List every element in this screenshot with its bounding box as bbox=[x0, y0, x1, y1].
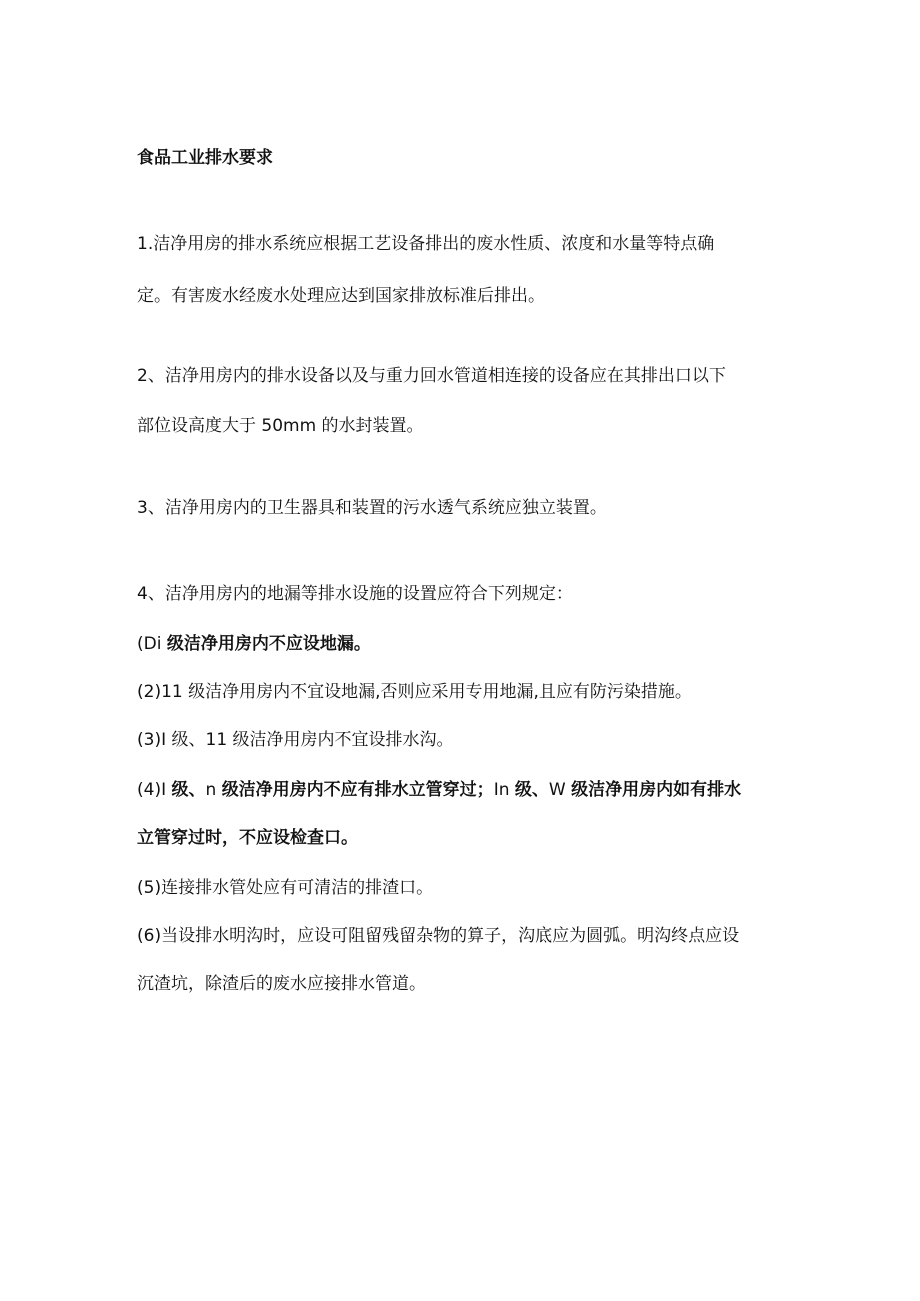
rule-item-4-seg-2: 级、 bbox=[171, 780, 206, 800]
rule-item-4-seg-3: n bbox=[205, 780, 222, 800]
rule-item-1 bbox=[137, 632, 797, 656]
paragraph-3-line-1: 3、洁净用房内的卫生器具和装置的污水透气系统应独立装置。 bbox=[137, 498, 607, 518]
document-title: 食品工业排水要求 bbox=[137, 148, 273, 168]
rule-item-2: (2)11 级洁净用房内不宜设地漏,否则应采用专用地漏,且应有防污染措施。 bbox=[137, 682, 692, 702]
rule-item-1-prefix: (Di bbox=[137, 634, 167, 654]
rule-item-3: (3)I 级、11 级洁净用房内不宜设排水沟。 bbox=[137, 730, 454, 750]
rule-item-6-line-1: (6)当设排水明沟时，应设可阻留残留杂物的算子，沟底应为圆弧。明沟终点应设 bbox=[137, 926, 740, 946]
paragraph-2-line-1: 2、洁净用房内的排水设备以及与重力回水管道相连接的设备应在其排出口以下 bbox=[137, 366, 726, 386]
rule-item-5: (5)连接排水管处应有可清洁的排渣口。 bbox=[137, 878, 434, 898]
rule-item-4-line-1 bbox=[137, 778, 797, 802]
paragraph-2-line-2: 部位设高度大于 50mm 的水封装置。 bbox=[137, 416, 424, 436]
rule-item-4-seg-8: 级洁净用房内如有排水 bbox=[571, 780, 742, 800]
rule-item-4-line-2: 立管穿过时，不应设检查口。 bbox=[137, 828, 358, 848]
rule-item-4-seg-1: (4)I bbox=[137, 780, 172, 800]
rule-item-6-line-2: 沉渣坑，除渣后的废水应接排水管道。 bbox=[137, 974, 426, 994]
paragraph-1-line-1: 1.洁净用房的排水系统应根据工艺设备排出的废水性质、浓度和水量等特点确 bbox=[137, 234, 715, 254]
paragraph-1-line-2: 定。有害废水经废水处理应达到国家排放标准后排出。 bbox=[137, 286, 545, 306]
rule-item-4-seg-4: 级洁净用房内不应有排水立管穿过； bbox=[221, 780, 494, 800]
rule-item-4-seg-7: W bbox=[548, 780, 572, 800]
rule-item-1-text: 级洁净用房内不应设地漏。 bbox=[166, 634, 371, 654]
rule-item-4-seg-5: In bbox=[493, 780, 515, 800]
rule-item-4-seg-6: 级、 bbox=[514, 780, 549, 800]
paragraph-4-intro: 4、洁净用房内的地漏等排水设施的设置应符合下列规定： bbox=[137, 584, 573, 604]
